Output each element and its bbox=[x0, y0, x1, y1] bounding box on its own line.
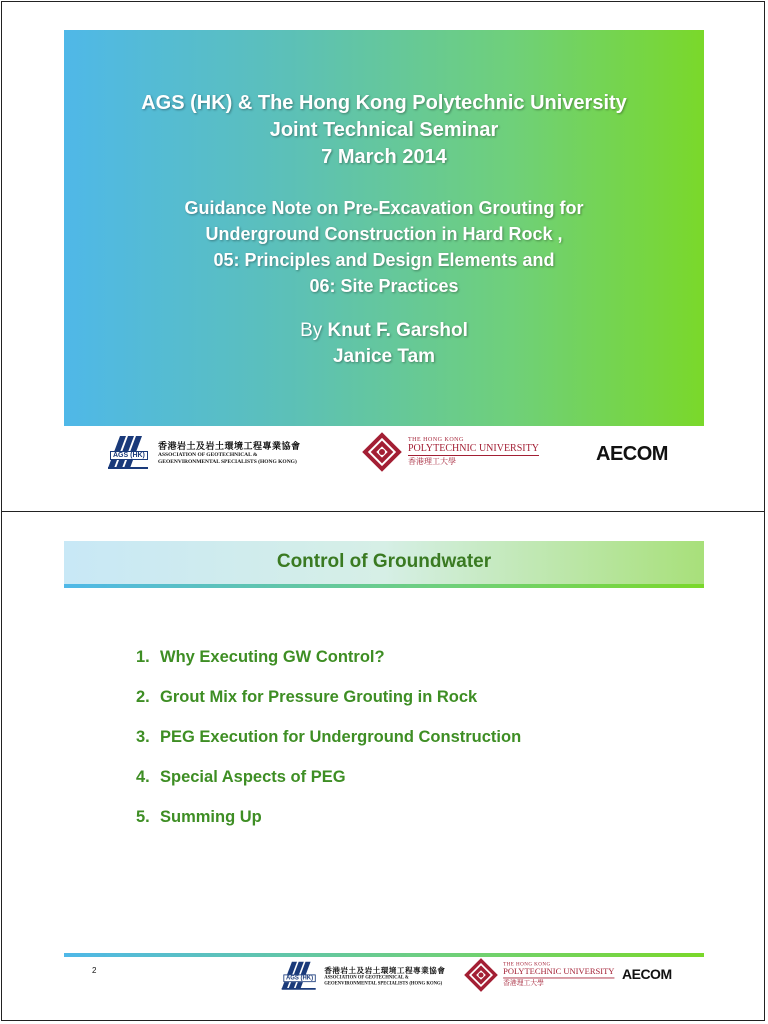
author-name: Knut F. Garshol bbox=[327, 320, 468, 341]
polyu-emblem-icon bbox=[362, 432, 402, 472]
subtitle-line: 05: Principles and Design Elements and bbox=[213, 250, 555, 270]
footer-aecom-logo: AECOM bbox=[622, 966, 672, 982]
outline-item: 5. Summing Up bbox=[136, 808, 262, 826]
ags-emblem-icon bbox=[106, 434, 150, 470]
ags-english-name: GEOENVIRONMENTAL SPECIALISTS (HONG KONG) bbox=[324, 980, 443, 986]
outline-item: 3. PEG Execution for Underground Construction bbox=[136, 728, 522, 746]
author-name: Janice Tam bbox=[332, 346, 436, 367]
title-banner bbox=[64, 30, 704, 426]
footer-polyu-logo bbox=[464, 958, 614, 992]
ags-box-label: AGS (HK) bbox=[283, 974, 315, 982]
ags-logo bbox=[106, 434, 301, 470]
polyu-name: POLYTECHNIC UNIVERSITY bbox=[408, 443, 539, 454]
authors-block bbox=[64, 318, 704, 370]
polyu-emblem-icon bbox=[464, 958, 498, 992]
subtitle-line: 06: Site Practices bbox=[309, 276, 459, 296]
by-prefix: By bbox=[300, 320, 323, 341]
ags-english-name: ASSOCIATION OF GEOTECHNICAL & bbox=[324, 974, 409, 980]
ags-emblem-icon bbox=[280, 960, 317, 991]
subtitle-line: Guidance Note on Pre-Excavation Grouting for bbox=[184, 198, 584, 218]
polyu-the-hong-kong: THE HONG KONG bbox=[503, 962, 551, 968]
title-line: AGS (HK) & The Hong Kong Polytechnic University bbox=[141, 92, 627, 114]
aecom-logo: AECOM bbox=[596, 443, 668, 465]
ags-english-name: GEOENVIRONMENTAL SPECIALISTS (HONG KONG) bbox=[158, 458, 297, 465]
subtitle-line: Underground Construction in Hard Rock , bbox=[205, 224, 563, 244]
outline-item: 4. Special Aspects of PEG bbox=[136, 768, 346, 786]
slide2-footer-line bbox=[64, 953, 704, 957]
seminar-title bbox=[64, 90, 704, 171]
slide-divider bbox=[1, 511, 765, 512]
slide2-banner-underline bbox=[64, 584, 704, 588]
outline-list bbox=[136, 648, 521, 848]
polyu-logo bbox=[362, 432, 539, 472]
ags-chinese-name: 香港岩土及岩土環境工程專業協會 bbox=[324, 965, 446, 975]
ags-chinese-name: 香港岩土及岩土環境工程專業協會 bbox=[158, 440, 301, 451]
polyu-chinese-name: 香港理工大學 bbox=[503, 979, 544, 987]
outline-item: 2. Grout Mix for Pressure Grouting in Rock bbox=[136, 688, 478, 706]
ags-english-name: ASSOCIATION OF GEOTECHNICAL & bbox=[158, 451, 258, 458]
slide2-title: Control of Groundwater bbox=[276, 551, 492, 572]
footer-ags-logo bbox=[280, 960, 445, 991]
polyu-name: POLYTECHNIC UNIVERSITY bbox=[503, 967, 615, 977]
title-line: Joint Technical Seminar bbox=[269, 119, 499, 141]
page-number: 2 bbox=[92, 966, 97, 975]
guidance-note-title bbox=[64, 195, 704, 299]
polyu-chinese-name: 香港理工大學 bbox=[408, 457, 456, 466]
outline-item: 1. Why Executing GW Control? bbox=[136, 648, 385, 666]
polyu-the-hong-kong: THE HONG KONG bbox=[408, 437, 464, 443]
title-line: 7 March 2014 bbox=[321, 146, 447, 168]
ags-box-label: AGS (HK) bbox=[110, 451, 148, 460]
